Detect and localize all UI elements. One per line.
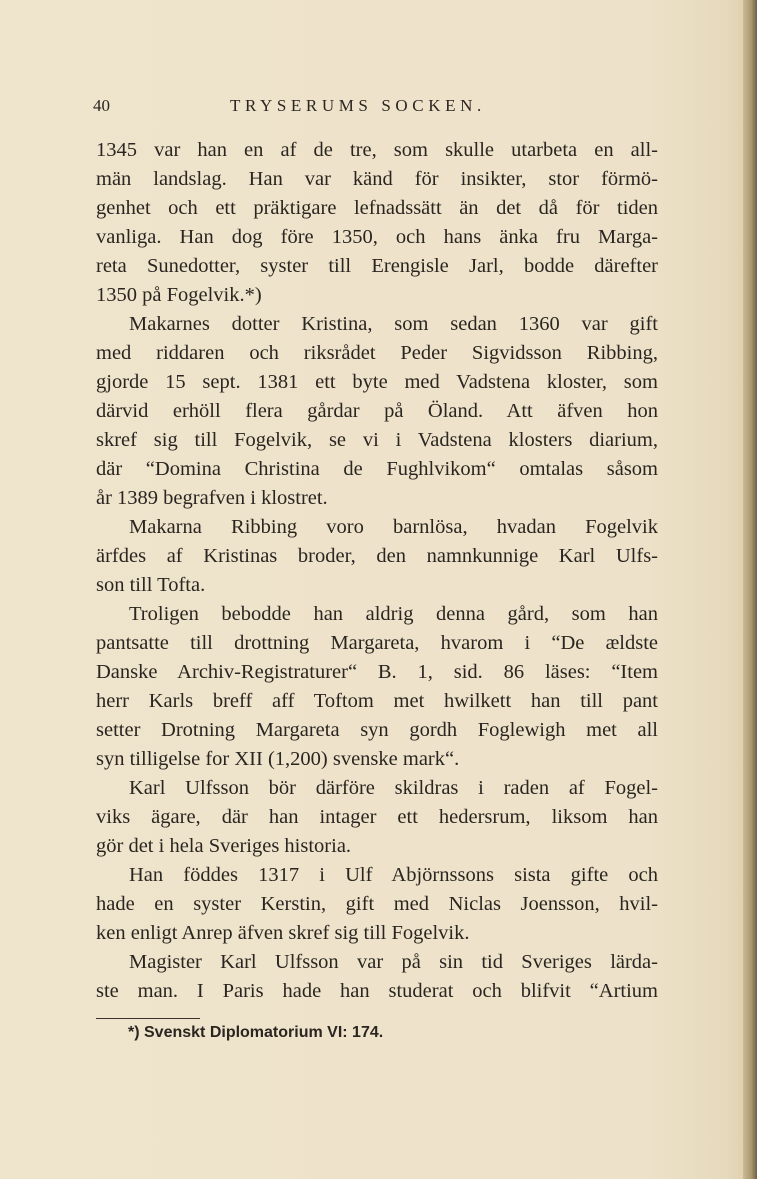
body-text <box>96 136 658 1006</box>
text-line: ken enligt Anrep äfven skref sig till Fogelvik. <box>96 922 470 944</box>
text-line: Makarna Ribbing voro barnlösa, hvadan Fogelvik <box>129 516 658 538</box>
text-line: son till Tofta. <box>96 574 206 596</box>
text-line: med riddaren och riksrådet Peder Sigvidsson Ribbing, <box>96 342 658 364</box>
book-spine-edge <box>743 0 757 1179</box>
text-line: pantsatte till drottning Margareta, hvarom i “De ældste <box>96 632 658 654</box>
text-line: hade en syster Kerstin, gift med Niclas Joensson, hvil- <box>96 893 658 915</box>
footnote: *) Svenskt Diplomatorium VI: 174. <box>128 1024 384 1041</box>
text-line: ste man. I Paris hade han studerat och blifvit “Artium <box>96 980 658 1002</box>
text-line: gör det i hela Sveriges historia. <box>96 835 352 857</box>
text-line: där “Domina Christina de Fughlvikom“ omtalas såsom <box>96 458 658 480</box>
running-title: TRYSERUMS SOCKEN. <box>230 96 486 115</box>
text-line: vanliga. Han dog före 1350, och hans änka fru Marga- <box>96 226 658 248</box>
text-line: reta Sunedotter, syster till Erengisle Jarl, bodde därefter <box>96 255 658 277</box>
text-line: Makarnes dotter Kristina, som sedan 1360 var gift <box>129 313 658 335</box>
text-line: Magister Karl Ulfsson var på sin tid Sveriges lärda- <box>129 951 658 973</box>
page-number: 40 <box>93 96 110 115</box>
text-line: gjorde 15 sept. 1381 ett byte med Vadstena kloster, som <box>96 371 658 393</box>
text-line: syn tilligelse for XII (1,200) svenske mark“. <box>96 748 460 770</box>
text-line: män landslag. Han var känd för insikter, stor förmö- <box>96 168 658 190</box>
page-header <box>93 96 657 122</box>
text-line: 1345 var han en af de tre, som skulle utarbeta en all- <box>96 139 658 161</box>
footnote-divider <box>96 1018 200 1019</box>
text-line: år 1389 begrafven i klostret. <box>96 487 328 509</box>
text-line: skref sig till Fogelvik, se vi i Vadstena klosters diarium, <box>96 429 658 451</box>
text-line: herr Karls breff aff Toftom met hwilkett han till pant <box>96 690 658 712</box>
text-line: genhet och ett präktigare lefnadssätt än det då för tiden <box>96 197 658 219</box>
text-line: 1350 på Fogelvik.*) <box>96 284 262 306</box>
text-line: Han föddes 1317 i Ulf Abjörnssons sista gifte och <box>129 864 658 886</box>
text-line: Danske Archiv-Registraturer“ B. 1, sid. 86 läses: “Item <box>96 661 658 683</box>
text-line: Karl Ulfsson bör därföre skildras i raden af Fogel- <box>129 777 658 799</box>
text-line: Troligen bebodde han aldrig denna gård, som han <box>129 603 658 625</box>
text-line: setter Drotning Margareta syn gordh Foglewigh met all <box>96 719 658 741</box>
text-line: viks ägare, där han intager ett hedersrum, liksom han <box>96 806 658 828</box>
text-line: därvid erhöll flera gårdar på Öland. Att äfven hon <box>96 400 658 422</box>
text-line: ärfdes af Kristinas broder, den namnkunnige Karl Ulfs- <box>96 545 658 567</box>
